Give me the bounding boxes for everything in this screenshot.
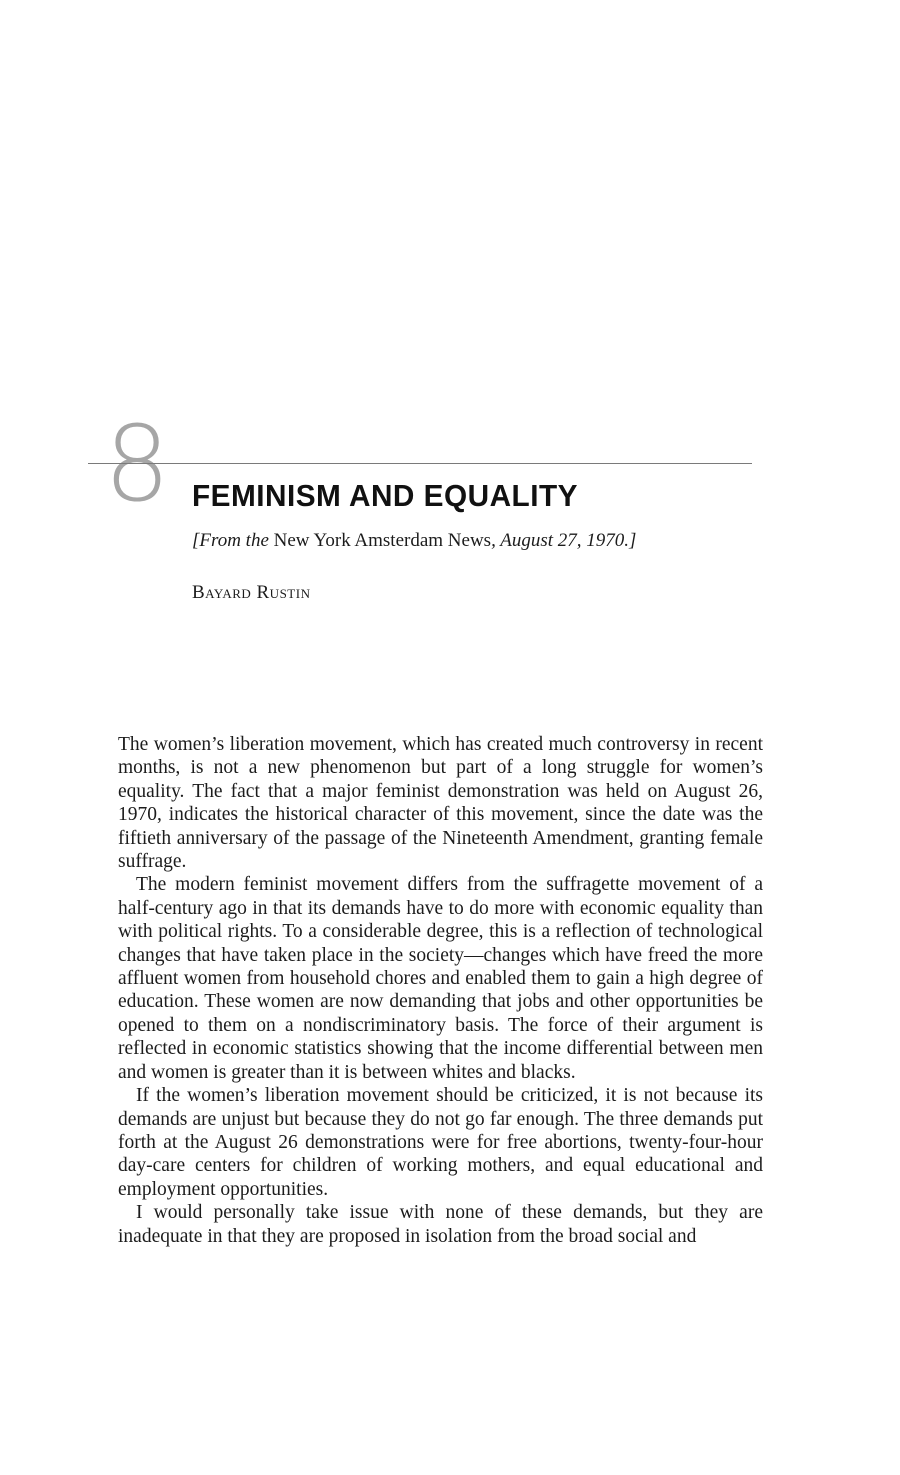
title-rule — [88, 463, 752, 464]
paragraph: The women’s liberation movement, which has created much controversy in recent months, is not a new phenomenon but part of a long struggle for women’s equality. The fact that a major feminist demonstration was held on August 26, 1970, indicates the historical character of this movement, since the date was the fiftieth anniversary of the passage of the Nineteenth Amendment, granting female suffrage. — [118, 734, 763, 873]
source-suffix: , August 27, 1970.] — [491, 530, 637, 551]
paragraph: I would personally take issue with none of these demands, but they are inadequate in that they are proposed in isolation from the broad social and — [118, 1202, 763, 1247]
source-line — [192, 530, 636, 552]
author-name: Bayard Rustin — [192, 582, 311, 603]
paragraph: If the women’s liberation movement should be criticized, it is not because its demands are unjust but because they do not go far enough. The three demands put forth at the August 26 demonstrations were for free abortions, twenty-four-hour day-care centers for children of working mothers, and equal educational and employment opportunities. — [118, 1085, 763, 1200]
chapter-number: 8 — [104, 403, 171, 525]
paragraph: The modern feminist movement differs from the suffragette movement of a half-century ago in that its demands have to do more with economic equality than with political rights. To a considerable degree, this is a reflection of technological changes that have taken place in the society—changes which have freed the more affluent women from household chores and enabled them to gain a high degree of education. These women are now demanding that jobs and other opportunities be opened to them on a nondiscriminatory basis. The force of their argument is reflected in economic statistics showing that the income differential between men and women is greater than it is between whites and blacks. — [118, 874, 763, 1083]
body-text — [118, 733, 763, 1248]
chapter-title: FEMINISM AND EQUALITY — [192, 478, 578, 513]
source-publication: New York Amsterdam News — [273, 530, 492, 551]
source-prefix: [From the — [192, 530, 274, 551]
